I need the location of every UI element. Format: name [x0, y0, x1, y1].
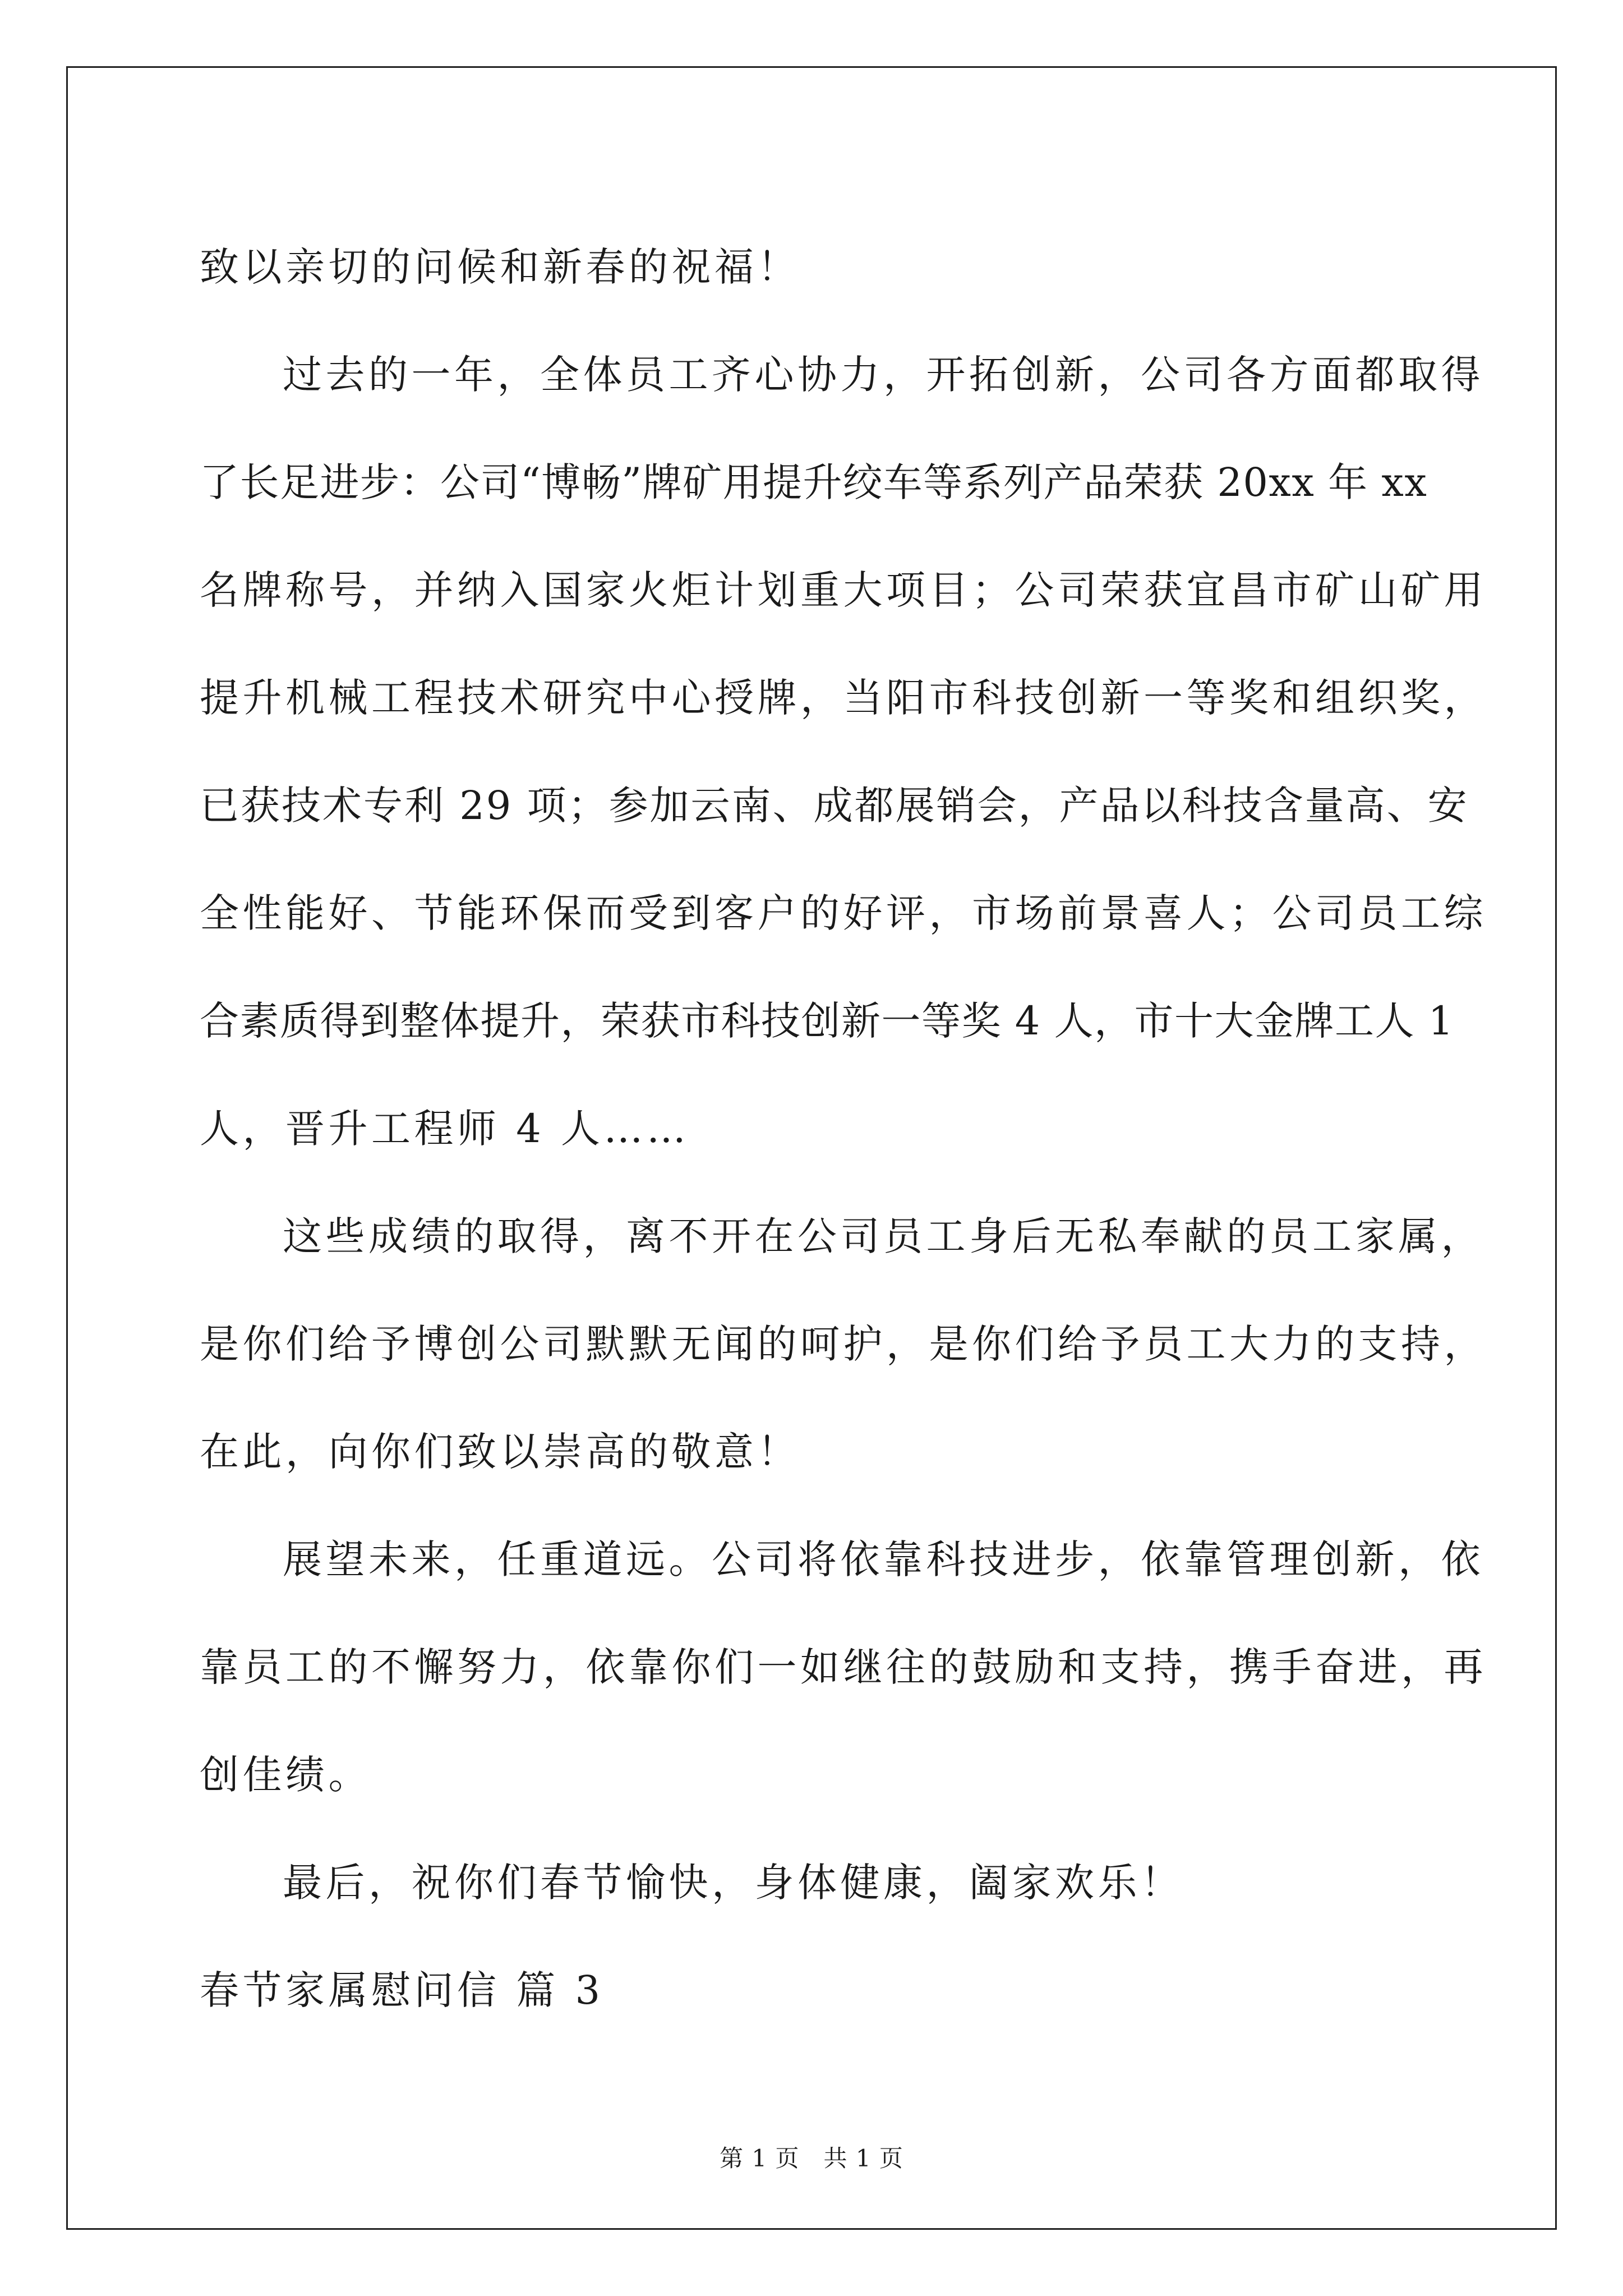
- text-line: 创佳绩。: [200, 1752, 371, 1798]
- text-line: 人，晋升工程师 4 人……: [200, 1106, 690, 1152]
- text-line: 致以亲切的问候和新春的祝福！: [200, 244, 800, 290]
- text-line: 这些成绩的取得，离不开在公司员工身后无私奉献的员工家属，: [283, 1213, 1484, 1259]
- text-line: 了长足进步：公司“博畅”牌矿用提升绞车等系列产品荣获 20xx 年 xx: [200, 459, 1428, 505]
- page-number-footer: 第 1 页 共 1 页: [720, 2145, 903, 2172]
- section-heading: 春节家属慰问信 篇 3: [200, 1967, 604, 2013]
- text-line: 名牌称号，并纳入国家火炬计划重大项目；公司荣获宜昌市矿山矿用: [200, 567, 1487, 613]
- text-line: 展望未来，任重道远。公司将依靠科技进步，依靠管理创新，依: [283, 1536, 1484, 1582]
- text-line: 过去的一年，全体员工齐心协力，开拓创新，公司各方面都取得: [283, 352, 1484, 398]
- text-line: 在此，向你们致以崇高的敬意！: [200, 1429, 800, 1475]
- text-line: 靠员工的不懈努力，依靠你们一如继往的鼓励和支持，携手奋进，再: [200, 1644, 1487, 1690]
- text-line: 是你们给予博创公司默默无闻的呵护，是你们给予员工大力的支持，: [200, 1321, 1487, 1367]
- text-line: 合素质得到整体提升，荣获市科技创新一等奖 4 人，市十大金牌工人 1: [200, 998, 1454, 1044]
- text-line: 提升机械工程技术研究中心授牌，当阳市科技创新一等奖和组织奖，: [200, 675, 1487, 721]
- text-line: 已获技术专利 29 项；参加云南、成都展销会，产品以科技含量高、安: [200, 783, 1469, 829]
- document-body: [200, 213, 1487, 2044]
- text-line: 最后，祝你们春节愉快，身体健康，阖家欢乐！: [283, 1860, 1184, 1906]
- text-line: 全性能好、节能环保而受到客户的好评，市场前景喜人；公司员工综: [200, 890, 1487, 936]
